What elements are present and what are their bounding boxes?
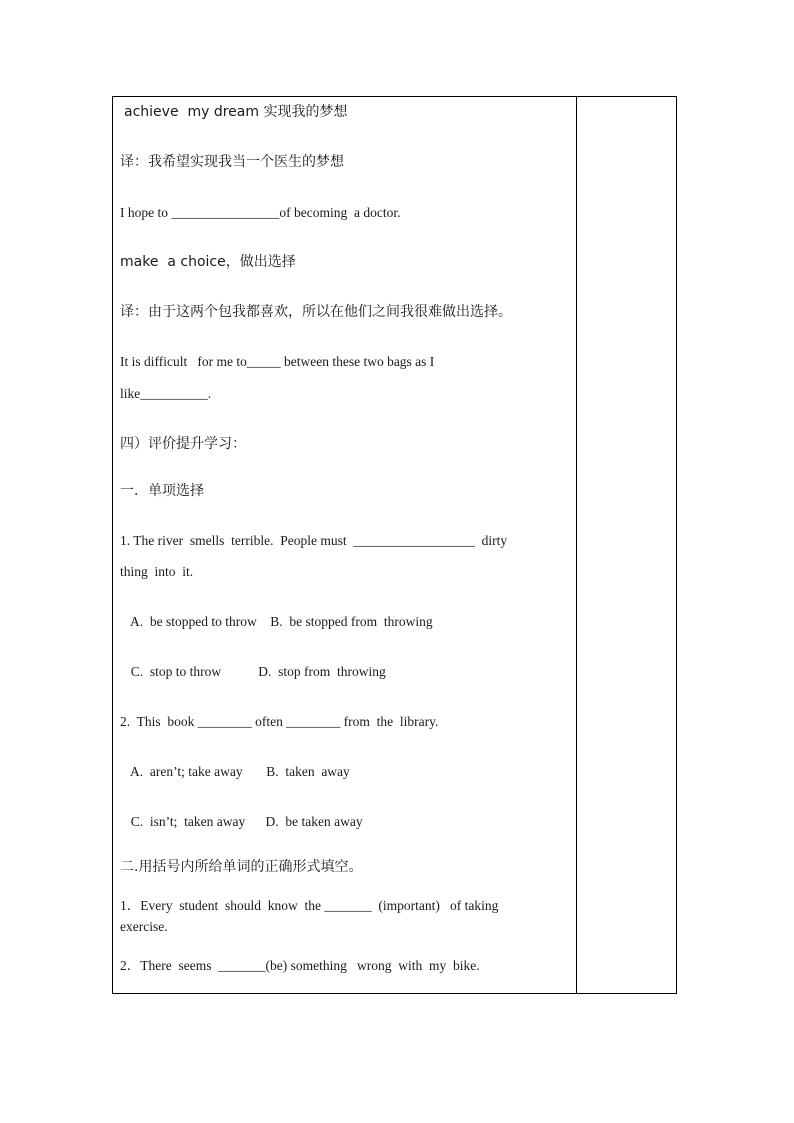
vocab-make-choice: make a choice，做出选择 <box>120 254 296 270</box>
translate-prompt-doctor: 译：我希望实现我当一个医生的梦想 <box>120 154 344 170</box>
word-form-1-line1: 1．Every student should know the _______ (important) of taking <box>120 898 499 913</box>
question-1-line2: thing into it. <box>120 564 194 579</box>
section-heading-evaluation: 四）评价提升学习： <box>120 436 246 452</box>
question-2-options-ab: A. aren’t; take away B. taken away <box>124 764 350 779</box>
table-column-divider <box>576 96 577 994</box>
section-heading-single-choice: 一．单项选择 <box>120 483 204 499</box>
section-heading-word-forms: 二.用括号内所给单词的正确形式填空。 <box>120 859 363 875</box>
question-1-options-ab: A. be stopped to throw B. be stopped from throwing <box>124 614 433 629</box>
question-1-line1: 1. The river smells terrible. People must __________________ dirty <box>120 533 508 548</box>
question-2-options-cd: C. isn’t; taken away D. be taken away <box>124 814 363 829</box>
word-form-2: 2．There seems _______(be) something wrong with my bike. <box>120 958 480 973</box>
fill-blank-hope: I hope to ________________of becoming a doctor. <box>120 205 401 220</box>
vocab-achieve-dream: achieve my dream 实现我的梦想 <box>124 104 348 120</box>
translate-prompt-bags: 译：由于这两个包我都喜欢，所以在他们之间我很难做出选择。 <box>120 304 512 320</box>
question-2: 2. This book ________ often ________ from the library. <box>120 714 439 729</box>
question-1-options-cd: C. stop to throw D. stop from throwing <box>124 664 386 679</box>
word-form-1-line2: exercise. <box>120 919 168 934</box>
fill-blank-difficult-line2: like__________. <box>120 386 212 401</box>
fill-blank-difficult-line1: It is difficult for me to_____ between these two bags as I <box>120 354 435 369</box>
